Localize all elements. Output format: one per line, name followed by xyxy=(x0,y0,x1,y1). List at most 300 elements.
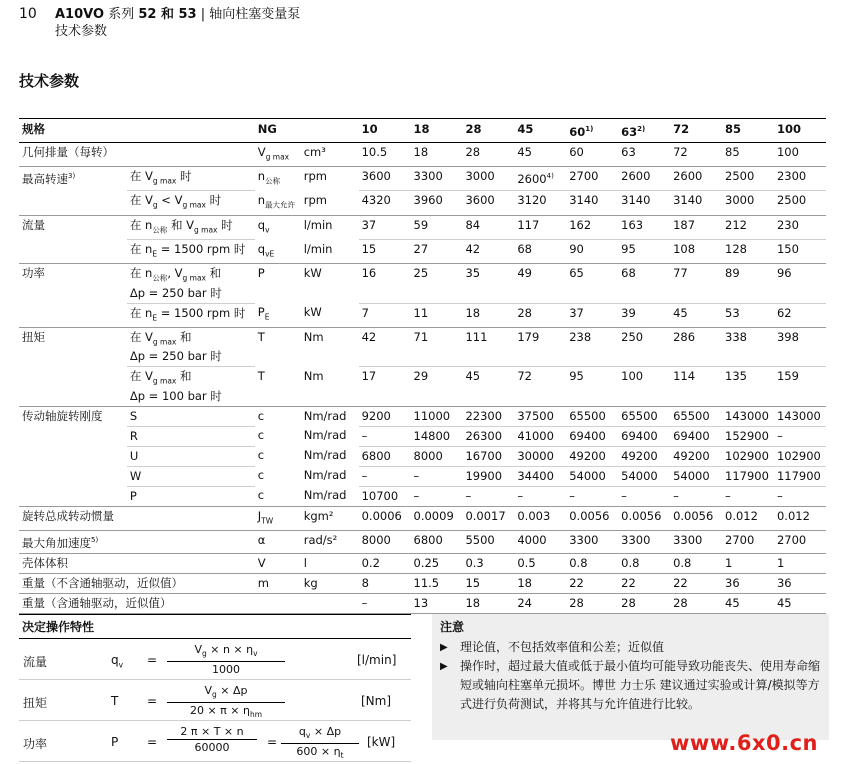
value-cell: 2700 xyxy=(722,530,774,553)
value-cell: 179 xyxy=(514,327,566,366)
value-cell: 65500 xyxy=(566,406,618,426)
value-cell: 18 xyxy=(462,303,514,327)
note-text: 操作时，超过最大值或低于最小值均可能导致功能丧失、使用寿命缩短或轴向柱塞单元损坏。博世 力士乐 建议通过实验或计算/模拟等方式进行负荷测试，并将其与允许值进行比较。 xyxy=(460,659,821,711)
value-cell: 15 xyxy=(359,240,411,264)
value-cell: 72 xyxy=(670,142,722,166)
value-cell: 100 xyxy=(618,367,670,406)
value-cell: – xyxy=(618,486,670,506)
value-cell: 2600 xyxy=(618,167,670,191)
row-sub: P xyxy=(127,486,255,506)
row-unit: kg xyxy=(301,573,359,593)
row-unit: Nm/rad xyxy=(303,448,347,462)
value-cell: 68 xyxy=(514,240,566,264)
table-row xyxy=(19,446,826,466)
ops-unit: [Nm] xyxy=(361,694,392,708)
value-cell: 3300 xyxy=(618,530,670,553)
value-cell: 85 xyxy=(722,142,774,166)
row-name xyxy=(19,426,127,446)
value-cell: 159 xyxy=(774,367,826,406)
row-symbol xyxy=(255,593,301,613)
table-row xyxy=(19,593,826,613)
row-sub: 在 $V_{g max}$ 和 Δp = 250 bar 时 xyxy=(127,327,255,366)
value-cell: 37 xyxy=(359,215,411,239)
row-unit xyxy=(301,593,359,613)
value-cell: 0.5 xyxy=(514,553,566,573)
row-name xyxy=(19,367,127,406)
value-cell: 45 xyxy=(774,593,826,613)
table-row xyxy=(19,167,826,191)
table-row xyxy=(19,264,826,303)
header-cell: 18 xyxy=(411,119,463,143)
table-row xyxy=(19,191,826,215)
fraction-denominator: $20 \times \pi \times \eta_{hm}$ xyxy=(189,704,263,720)
ops-symbol: T xyxy=(111,694,119,708)
value-cell: 10700 xyxy=(359,486,411,506)
value-cell: 162 xyxy=(566,215,618,239)
value-cell: 117900 xyxy=(774,466,826,486)
value-cell: 69400 xyxy=(618,426,670,446)
row-unit: l/min xyxy=(303,241,333,256)
value-cell: 187 xyxy=(670,215,722,239)
value-cell: 250 xyxy=(618,327,670,366)
row-symbol: c xyxy=(257,428,265,442)
value-cell: 95 xyxy=(618,240,670,264)
spec-table xyxy=(19,118,826,614)
ops-row-flow xyxy=(19,639,411,680)
value-cell: – xyxy=(566,486,618,506)
ops-title: 决定操作特性 xyxy=(19,614,411,639)
ops-equals: = xyxy=(267,735,278,749)
value-cell: – xyxy=(359,426,411,446)
value-cell: 27 xyxy=(411,240,463,264)
table-row xyxy=(19,486,826,506)
value-cell: 150 xyxy=(774,240,826,264)
value-cell: 4320 xyxy=(359,191,411,215)
row-unit: kW xyxy=(303,305,322,320)
row-sub: 在 $V_{g max}$ 时 xyxy=(127,167,255,191)
value-cell: – xyxy=(670,486,722,506)
value-cell: 65500 xyxy=(618,406,670,426)
value-cell: 16 xyxy=(359,264,411,303)
value-cell: 5500 xyxy=(462,530,514,553)
row-symbol: c xyxy=(257,488,265,502)
value-cell: 9200 xyxy=(359,406,411,426)
row-symbol: m xyxy=(255,573,301,593)
row-unit: cm³ xyxy=(301,142,359,166)
value-cell: 286 xyxy=(670,327,722,366)
row-sub: 在 $n_{公称}$ 和 $V_{g max}$ 时 xyxy=(127,215,255,239)
header-cell: 规格 xyxy=(19,119,127,143)
section-title: 技术参数 xyxy=(19,72,80,90)
value-cell: 102900 xyxy=(722,446,774,466)
ops-label: 流量 xyxy=(23,655,48,669)
table-row xyxy=(19,142,826,166)
row-sub: 在 $n_E = 1500$ rpm 时 xyxy=(127,303,255,327)
row-symbol: α xyxy=(255,530,301,553)
note-text: 理论值，不包括效率值和公差；近似值 xyxy=(460,640,665,654)
value-cell: 3300 xyxy=(566,530,618,553)
ops-symbol: $q_v$ xyxy=(111,653,124,670)
value-cell: 3140 xyxy=(566,191,618,215)
value-cell: 0.25 xyxy=(411,553,463,573)
value-cell: 163 xyxy=(618,215,670,239)
fraction-denominator: 1000 xyxy=(212,663,240,677)
value-cell: 15 xyxy=(462,573,514,593)
value-cell: – xyxy=(359,466,411,486)
value-cell: 238 xyxy=(566,327,618,366)
value-cell: 6800 xyxy=(411,530,463,553)
row-symbol: $J_{TW}$ xyxy=(255,506,301,530)
value-cell: 69400 xyxy=(566,426,618,446)
row-unit: Nm xyxy=(303,368,324,383)
ops-row-torque xyxy=(19,680,411,721)
header-cell: 45 xyxy=(514,119,566,143)
table-row xyxy=(19,466,826,486)
header-cell: 100 xyxy=(774,119,826,143)
value-cell: 8000 xyxy=(359,530,411,553)
value-cell: 95 xyxy=(566,367,618,406)
value-cell: 338 xyxy=(722,327,774,366)
table-row xyxy=(19,367,826,406)
value-cell: 22 xyxy=(566,573,618,593)
row-symbol: T xyxy=(255,327,301,366)
table-row xyxy=(19,506,826,530)
value-cell: 3000 xyxy=(462,167,514,191)
page-subtitle: 技术参数 xyxy=(55,24,108,39)
value-cell: 28 xyxy=(618,593,670,613)
ops-label: 扭矩 xyxy=(23,696,48,710)
value-cell: – xyxy=(359,593,411,613)
row-name: 最大角加速度$^{5)}$ xyxy=(19,530,127,553)
value-cell: 152900 xyxy=(722,426,774,446)
fraction-numerator: $q_v \times \Delta p$ xyxy=(281,724,359,744)
value-cell: 114 xyxy=(670,367,722,406)
row-unit: l xyxy=(301,553,359,573)
value-cell: 54000 xyxy=(566,466,618,486)
value-cell: 0.0017 xyxy=(462,506,514,530)
table-row xyxy=(19,406,826,426)
value-cell: 108 xyxy=(670,240,722,264)
value-cell: 2700 xyxy=(566,167,618,191)
row-name: 扭矩 xyxy=(19,327,127,366)
row-symbol: $P_E$ xyxy=(257,305,270,322)
value-cell: 11.5 xyxy=(411,573,463,593)
row-unit: Nm xyxy=(301,327,359,366)
value-cell: 89 xyxy=(722,264,774,303)
row-symbol: V xyxy=(255,553,301,573)
value-cell: 62 xyxy=(774,303,826,327)
value-cell: 71 xyxy=(411,327,463,366)
value-cell: 29 xyxy=(411,367,463,406)
value-cell: 10.5 xyxy=(359,142,411,166)
value-cell: 102900 xyxy=(774,446,826,466)
row-unit: rad/s² xyxy=(301,530,359,553)
value-cell: 49200 xyxy=(618,446,670,466)
value-cell: – xyxy=(774,486,826,506)
value-cell: 8 xyxy=(359,573,411,593)
table-row xyxy=(19,240,826,264)
row-name: 几何排量（每转） xyxy=(19,142,127,166)
value-cell: 11000 xyxy=(411,406,463,426)
series-title: A10VO 系列 52 和 53 | 轴向柱塞变量泵 xyxy=(55,7,301,22)
table-row xyxy=(19,215,826,239)
row-name: 重量（含通轴驱动，近似值） xyxy=(19,593,255,613)
header-cell: 63$^{2)}$ xyxy=(618,119,670,143)
value-cell: 37 xyxy=(566,303,618,327)
value-cell: 69400 xyxy=(670,426,722,446)
ops-fraction xyxy=(167,683,285,722)
ops-unit: [l/min] xyxy=(357,653,397,667)
header-cell: 72 xyxy=(670,119,722,143)
value-cell: 0.3 xyxy=(462,553,514,573)
row-symbol: $q_{vE}$ xyxy=(257,241,275,258)
row-symbol: c xyxy=(257,468,265,482)
row-sub: W xyxy=(127,466,255,486)
header-cell xyxy=(301,119,359,143)
value-cell: 24 xyxy=(514,593,566,613)
row-name xyxy=(19,191,127,215)
row-name xyxy=(19,466,127,486)
row-symbol: $q_v$ xyxy=(255,215,301,239)
value-cell: 3600 xyxy=(359,167,411,191)
row-sub: 在 $n_E = 1500$ rpm 时 xyxy=(127,240,255,264)
row-name xyxy=(19,446,127,466)
row-unit: Nm/rad xyxy=(303,488,347,502)
row-symbol: c xyxy=(255,406,301,426)
value-cell: 212 xyxy=(722,215,774,239)
value-cell: 0.0009 xyxy=(411,506,463,530)
value-cell: 59 xyxy=(411,215,463,239)
value-cell: 2700 xyxy=(774,530,826,553)
value-cell: 0.8 xyxy=(618,553,670,573)
value-cell: 26300 xyxy=(462,426,514,446)
fraction-denominator: 60000 xyxy=(194,741,230,754)
value-cell: 49200 xyxy=(566,446,618,466)
row-sub: 在 $V_{g max}$ 和 Δp = 100 bar 时 xyxy=(127,367,255,406)
row-sub xyxy=(127,530,255,553)
value-cell: 143000 xyxy=(774,406,826,426)
row-symbol: T xyxy=(257,368,265,383)
header-cell: 28 xyxy=(462,119,514,143)
row-name: 最高转速$^{3)}$ xyxy=(19,167,127,191)
row-sub: U xyxy=(127,446,255,466)
value-cell: 8000 xyxy=(411,446,463,466)
value-cell: 2600 xyxy=(670,167,722,191)
value-cell: 16700 xyxy=(462,446,514,466)
value-cell: 18 xyxy=(514,573,566,593)
row-unit: Nm/rad xyxy=(303,428,347,442)
notes-title: 注意 xyxy=(440,620,465,634)
table-row xyxy=(19,573,826,593)
row-sub: 在 $V_g < V_{g max}$ 时 xyxy=(127,191,255,215)
table-row xyxy=(19,530,826,553)
row-name: 重量（不含通轴驱动，近似值） xyxy=(19,573,255,593)
ops-row-power xyxy=(19,721,411,762)
value-cell: 28 xyxy=(670,593,722,613)
header-cell: 85 xyxy=(722,119,774,143)
row-symbol: $n_{公称}$ xyxy=(255,167,301,191)
value-cell: 30000 xyxy=(514,446,566,466)
value-cell: 45 xyxy=(670,303,722,327)
value-cell: 0.0056 xyxy=(618,506,670,530)
value-cell: 45 xyxy=(722,593,774,613)
value-cell: 111 xyxy=(462,327,514,366)
note-item xyxy=(440,657,821,714)
value-cell: 3300 xyxy=(411,167,463,191)
value-cell: 0.003 xyxy=(514,506,566,530)
table-header-row xyxy=(19,119,826,143)
value-cell: 37500 xyxy=(514,406,566,426)
row-name xyxy=(19,303,127,327)
value-cell: 3600 xyxy=(462,191,514,215)
value-cell: 19900 xyxy=(462,466,514,486)
value-cell: 3120 xyxy=(514,191,566,215)
value-cell: 2600$^{4)}$ xyxy=(514,167,566,191)
value-cell: 135 xyxy=(722,367,774,406)
value-cell: 7 xyxy=(359,303,411,327)
value-cell: 28 xyxy=(462,142,514,166)
row-unit: Nm/rad xyxy=(303,468,347,482)
value-cell: 54000 xyxy=(618,466,670,486)
value-cell: 11 xyxy=(411,303,463,327)
value-cell: 3960 xyxy=(411,191,463,215)
value-cell: 2500 xyxy=(774,191,826,215)
value-cell: 35 xyxy=(462,264,514,303)
fraction-denominator: $600 \times \eta_t$ xyxy=(296,745,344,761)
row-sub: 在 $n_{公称}$, $V_{g max}$ 和 Δp = 250 bar 时 xyxy=(127,264,255,303)
value-cell: 128 xyxy=(722,240,774,264)
value-cell: 3300 xyxy=(670,530,722,553)
value-cell: 68 xyxy=(618,264,670,303)
row-unit: kW xyxy=(301,264,359,303)
value-cell: 53 xyxy=(722,303,774,327)
value-cell: 14800 xyxy=(411,426,463,446)
value-cell: – xyxy=(774,426,826,446)
row-name: 流量 xyxy=(19,215,127,239)
value-cell: 1 xyxy=(722,553,774,573)
row-sub xyxy=(127,506,255,530)
value-cell: 60 xyxy=(566,142,618,166)
value-cell: 41000 xyxy=(514,426,566,446)
value-cell: 77 xyxy=(670,264,722,303)
row-symbol: $V_{g max}$ xyxy=(255,142,301,166)
row-sub: S xyxy=(127,406,255,426)
value-cell: 28 xyxy=(566,593,618,613)
value-cell: – xyxy=(411,466,463,486)
fraction-numerator: $V_g \times \Delta p$ xyxy=(167,683,285,703)
header-cell: NG xyxy=(255,119,301,143)
ops-label: 功率 xyxy=(23,737,48,751)
row-name xyxy=(19,240,127,264)
value-cell: 3140 xyxy=(670,191,722,215)
row-name: 壳体体积 xyxy=(19,553,127,573)
value-cell: 90 xyxy=(566,240,618,264)
value-cell: 13 xyxy=(411,593,463,613)
value-cell: 18 xyxy=(411,142,463,166)
value-cell: 117 xyxy=(514,215,566,239)
value-cell: 49 xyxy=(514,264,566,303)
value-cell: 17 xyxy=(359,367,411,406)
row-name xyxy=(19,486,127,506)
value-cell: 84 xyxy=(462,215,514,239)
table-row xyxy=(19,553,826,573)
row-unit: l/min xyxy=(301,215,359,239)
ops-equals: = xyxy=(147,735,158,749)
value-cell: 63 xyxy=(618,142,670,166)
ops-symbol: P xyxy=(111,735,119,749)
row-sub: R xyxy=(127,426,255,446)
operating-characteristics xyxy=(19,614,411,762)
ops-equals: = xyxy=(147,653,158,667)
value-cell: 100 xyxy=(774,142,826,166)
row-unit: rpm xyxy=(303,192,327,207)
value-cell: 0.2 xyxy=(359,553,411,573)
ops-equals: = xyxy=(147,694,158,708)
header-cell xyxy=(127,119,255,143)
header-cell: 60$^{1)}$ xyxy=(566,119,618,143)
value-cell: 25 xyxy=(411,264,463,303)
value-cell: 1 xyxy=(774,553,826,573)
value-cell: 6800 xyxy=(359,446,411,466)
fraction-numerator: $V_g \times n \times \eta_v$ xyxy=(167,642,285,662)
table-row xyxy=(19,426,826,446)
row-unit: kgm² xyxy=(301,506,359,530)
row-name: 功率 xyxy=(19,264,127,303)
row-name: 旋转总成转动惯量 xyxy=(19,506,127,530)
value-cell: 0.8 xyxy=(670,553,722,573)
triangle-bullet-icon: ▶ xyxy=(440,642,448,653)
value-cell: – xyxy=(722,486,774,506)
row-symbol: c xyxy=(257,448,265,462)
value-cell: 3000 xyxy=(722,191,774,215)
watermark: www.6x0.cn xyxy=(670,731,818,755)
value-cell: 54000 xyxy=(670,466,722,486)
value-cell: 18 xyxy=(462,593,514,613)
value-cell: 0.0056 xyxy=(566,506,618,530)
value-cell: – xyxy=(462,486,514,506)
ops-fraction xyxy=(167,642,285,677)
ops-fraction xyxy=(167,724,257,755)
value-cell: 42 xyxy=(359,327,411,366)
value-cell: 22300 xyxy=(462,406,514,426)
value-cell: 2300 xyxy=(774,167,826,191)
value-cell: 65500 xyxy=(670,406,722,426)
value-cell: 0.012 xyxy=(722,506,774,530)
value-cell: 230 xyxy=(774,215,826,239)
value-cell: 45 xyxy=(514,142,566,166)
note-item xyxy=(440,638,821,657)
value-cell: 28 xyxy=(514,303,566,327)
fraction-numerator: 2 π × T × n xyxy=(167,724,257,740)
value-cell: 39 xyxy=(618,303,670,327)
value-cell: 49200 xyxy=(670,446,722,466)
value-cell: 22 xyxy=(618,573,670,593)
ops-unit: [kW] xyxy=(367,735,396,749)
value-cell: 96 xyxy=(774,264,826,303)
value-cell: 22 xyxy=(670,573,722,593)
triangle-bullet-icon: ▶ xyxy=(440,661,448,672)
value-cell: 72 xyxy=(514,367,566,406)
value-cell: – xyxy=(411,486,463,506)
value-cell: 45 xyxy=(462,367,514,406)
value-cell: 117900 xyxy=(722,466,774,486)
value-cell: 4000 xyxy=(514,530,566,553)
page-number: 10 xyxy=(19,6,37,22)
notes-box xyxy=(432,614,829,740)
value-cell: 36 xyxy=(722,573,774,593)
row-sub xyxy=(127,553,255,573)
row-unit: rpm xyxy=(301,167,359,191)
